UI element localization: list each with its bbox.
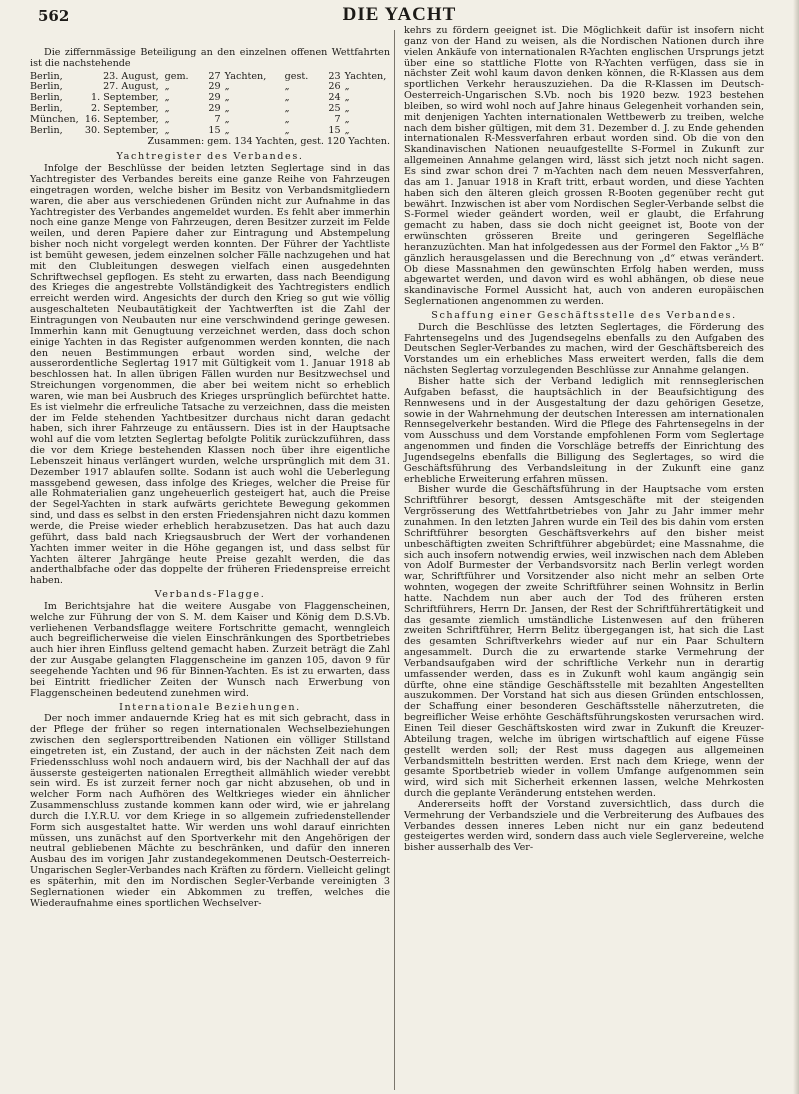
results-cell-g1: „ bbox=[164, 81, 170, 93]
results-cell-g1: „ bbox=[164, 113, 170, 125]
results-cell-city: Berlin, bbox=[30, 92, 63, 104]
results-cell-g2: „ bbox=[284, 81, 290, 93]
results-cell-date: 16. September, bbox=[84, 113, 159, 125]
results-cell-l2: Yachten, bbox=[344, 70, 387, 82]
results-cell-date: 30. September, bbox=[84, 124, 159, 136]
paragraph-geschaeftsstelle-2: Bisher hatte sich der Verband lediglich mit rennseglerischen Aufgaben befasst, die hauptsächlich in der Beaufsichtigung des Rennwesens und in der Ausgestaltung der dazu gehörigen Gesetze, sowie in der Wahrnehmung der deutschen Interessen am internationalen Rennsegelverkehr bestanden. Wird die Pflege des Fahrtensegelns in der vom Ausschuss und dem Vorstande empfohlenen Form vom Seglertage angenommen und finden die Vorschläge betreffs der Einrichtung des Jugendsegelns ebenfalls die Billigung des Seglertages, so wird die Geschäftsführung des Verbandsleitung in der Zukunft eine ganz erhebliche Erweiterung erfahren müssen. bbox=[404, 376, 764, 485]
column-rule bbox=[394, 30, 395, 1090]
results-cell-city: Berlin, bbox=[30, 124, 63, 136]
paragraph-yachtregister: Infolge der Beschlüsse der beiden letzten Seglertage sind in das Yachtregister des Verbandes bereits eine ganze Reihe von Fahrzeugen eingetragen worden, welche bisher im Besitz von Verbandsmitgliedern waren, die aber aus verschiedenen Gründen nicht zur Aufnahme in das Yachtregister des Verbandes angemeldet wurden. Es fehlt aber immerhin noch eine ganze Menge von Fahrzeugen, deren Besitzer zurzeit im Felde weilen, und deren Papiere daher zur Eintragung und Abstempelung bisher noch nicht vorgelegt werden konnten. Der Führer der Yachtliste ist bemüht gewesen, jedem einzelnen solcher Fälle nachzugehen und hat mit den Clubleitungen deswegen vielfach einen ausgedehnten Schriftwechsel gepflogen. Es steht zu erwarten, dass nach Beendigung des Krieges die angestrebte Vollständigkeit des Yachtregisters endlich erreicht werden wird. Angesichts der durch den Krieg so gut wie völlig ausgeschalteten Neubautätigkeit der Yachtwerften ist die Zahl der Eintragungen von Neubauten nur eine verschwindend geringe gewesen. Immerhin kann mit Genugtuung verzeichnet werden, dass doch schon einige Yachten in das Register aufgenommen werden konnten, die nach den neuen Bestimmungen erbaut worden sind, welche der ausserordentliche Seglertag 1917 mit Gültigkeit vom 1. Januar 1918 ab beschlossen hat. In allen übrigen Fällen wurden nur Besitzwechsel und Streichungen vorgenommen, die aber bei weitem nicht so erheblich waren, wie man bei Ausbruch des Krieges ursprünglich befürchtet hatte. Es ist vielmehr die erfreuliche Tatsache zu verzeichnen, dass die meisten der im Felde stehenden Yachtbesitzer durchaus nicht daran gedacht haben, sich ihrer Fahrzeuge zu entäussern. Dies ist in der Hauptsache wohl auf die vom letzten Seglertag befolgte Politik zurückzuführen, dass die vor dem Kriege bestehenden Klassen noch über ihre eigentliche Lebenszeit hinaus verlängert wurden, welche ursprünglich mit dem 31. Dezember 1917 ablaufen sollte. Sodann ist auch wohl die Ueberlegung massgebend gewesen, dass infolge des Krieges, welcher die Preise für alle Rohmaterialien ganz ungeheuerlich gesteigert hat, auch die Preise der Segel-Yachten in stark aufwärts gerichtete Bewegung gekommen sind, und dass es selbst in den ersten Friedensjahren nicht dazu kommen werde, die Preise wieder erheblich herabzusetzen. Das hat auch dazu geführt, dass bald nach Kriegsausbruch der Wert der vorhandenen Yachten immer weiter in die Höhe gegangen ist, und dass selbst für Yachten älterer Jahrgänge heute Preise gezahlt werden, die das anderthalbfache oder das doppelte der früheren Friedenspreise erreicht haben. bbox=[30, 163, 390, 587]
results-cell-city: München, bbox=[30, 113, 79, 125]
results-cell-l1: „ bbox=[224, 124, 230, 136]
results-cell-n1: 29 bbox=[208, 103, 221, 115]
results-cell-n2: 15 bbox=[328, 124, 341, 136]
results-cell-g2: „ bbox=[284, 92, 290, 104]
section-heading-verbandsflagge: Verbands-Flagge. bbox=[154, 589, 266, 601]
results-cell-g2: gest. bbox=[284, 70, 309, 82]
paragraph-internationale-beziehungen: Der noch immer andauernde Krieg hat es mit sich gebracht, dass in der Pflege der früher so regen internationalen Wechselbeziehungen zwischen den seglersporttreibenden Nationen ein völliger Stillstand eingetreten ist, ein Zustand, der auch in der nächsten Zeit nach dem Friedensschluss wohl noch andauern wird, bis der Nachhall der auf das äusserste gesteigerten nationalen Erregtheit allmählich wieder verebbt sein wird. Es ist zurzeit ferner noch gar nicht abzusehen, ob und in welcher Form nach Aufhören des Weltkrieges wieder ein ähnlicher Zusammenschluss zustande kommen kann oder wird, wie er jahrelang durch die I.Y.R.U. vor dem Kriege in so allgemein zufriedenstellender Form sich ausgestaltet hatte. Wir werden uns wohl darauf einrichten müssen, uns zunächst auf den Sportverkehr mit den Angehörigen der neutral gebliebenen Mächte zu beschränken, und dafür den inneren Ausbau des im vorigen Jahr zustandegekommenen Deutsch-Oesterreich-Ungarischen Segler-Verbandes nach Kräften zu fördern. Vielleicht gelingt es späterhin, mit den im Nordischen Segler-Verbande vereinigten 3 Seglernationen wieder ein Abkommen zu treffen, welches die Wiederaufnahme eines sportlichen Wechselver- bbox=[30, 713, 390, 909]
results-cell-n1: 29 bbox=[208, 92, 221, 104]
results-cell-g1: „ bbox=[164, 103, 170, 115]
paragraph-verbandsflagge: Im Berichtsjahre hat die weitere Ausgabe von Flaggenscheinen, welche zur Führung der von S. M. dem Kaiser und König dem D.S.Vb. verliehenen Verbandsflagge weitere Fortschritte gemacht, wenngleich auch begreiflicherweise die vielen Einschränkungen des Sportbetriebes auch hier ihren Einfluss geltend gemacht haben. Zurzeit beträgt die Zahl der zur Ausgabe gelangten Flaggenscheine im ganzen 105, davon 9 für seegehende Yachten und 96 für Binnen-Yachten. Es ist zu erwarten, dass bei Eintritt friedlicher Zeiten der Wunsch nach Erwerbung von Flaggenscheinen bedeutend zunehmen wird. bbox=[30, 600, 390, 699]
paragraph-geschaeftsstelle-1: Durch die Beschlüsse des letzten Seglertages, die Förderung des Fahrtensegelns und des Jugendsegelns ebenfalls zu den Aufgaben des Deutschen Segler-Verbandes zu machen, wird der Geschäftsbereich des Vorstandes um ein erhebliches Mass erweitert werden, falls die dem nächsten Seglertag vorzulegenden Beschlüsse zur Annahme gelangen. bbox=[404, 321, 764, 377]
results-cell-l2: „ bbox=[344, 92, 350, 104]
results-cell-n2: 7 bbox=[334, 113, 341, 125]
section-heading-internationale-beziehungen: Internationale Beziehungen. bbox=[119, 701, 301, 713]
results-cell-l2: „ bbox=[344, 124, 350, 136]
results-cell-l1: „ bbox=[224, 113, 230, 125]
results-cell-n2: 25 bbox=[328, 103, 341, 115]
page-number: 562 bbox=[38, 7, 70, 25]
results-cell-n2: 23 bbox=[328, 70, 341, 82]
results-cell-date: 27. August, bbox=[103, 81, 159, 93]
paragraph-geschaeftsstelle-3: Bisher wurde die Geschäftsführung in der Hauptsache vom ersten Schriftführer besorgt, dessen Amtsgeschäfte mit der steigenden Vergrösserung des Wettfahrtbetriebes von Jahr zu Jahr immer mehr zunahmen. In den letzten Jahren wurde ein Teil des bis dahin vom ersten Schriftführer besorgten Geschäftsverkehrs auf den bisher meist unbeschäftigten zweiten Schriftführer abgebürdet; eine Massnahme, die sich auch insofern notwendig erwies, weil inzwischen nach dem Ableben von Adolf Burmester der Verbandsvorsitz nach Berlin verlegt worden war, Schriftführer und Vorsitzender also nicht mehr an selben Orte wohnten, wogegen der zweite Schriftführer seinen Wohnsitz in Berlin hatte. Nachdem nun aber auch der Tod des früheren ersten Schriftführers, Herrn Dr. Jansen, der Rest der Schriftführertätigkeit und das gesamte ziemlich umständliche Listenwesen auf den früheren zweiten Schriftführer, Herrn Belitz übergegangen ist, hat sich die Last des gesamten Schriftverkehrs wieder auf nur ein Paar Schultern angesammelt. Durch die zu erwartende starke Vermehrung der Verbandsaufgaben wird der schriftliche Verkehr nun in derartig umfassender werden, dass es in Zukunft wohl kaum angängig sein dürfte, ohne eine ständige Geschäftsstelle mit bezahlten Angestellten auszukommen. Der Vorstand hat sich aus diesen Gründen entschlossen, der Schaffung einer besonderen Geschäftsstelle näherzutreten, die begreiflicher Weise erhöhte Geschäftsführungskosten verursachen wird. Einen Teil dieser Geschäftskosten wird zwar in Zukunft die Kreuzer-Abteilung tragen, welche im übrigen wirtschaftlich auf eigene Füsse gestellt werden soll; der Rest muss dagegen aus allgemeinen Verbandsmitteln bestritten werden. Erst nach dem Kriege, wenn der gesamte Sportbetrieb wieder in vollem Umfange aufgenommen sein wird, wird sich mit Sicherheit erkennen lassen, welche Mehrkosten durch die geplante Veränderung entstehen werden. bbox=[404, 484, 764, 800]
results-cell-city: Berlin, bbox=[30, 70, 63, 82]
results-cell-l2: „ bbox=[344, 81, 350, 93]
results-cell-l2: „ bbox=[344, 103, 350, 115]
results-cell-l1: „ bbox=[224, 81, 230, 93]
results-cell-l1: „ bbox=[224, 92, 230, 104]
results-table bbox=[30, 72, 390, 137]
results-cell-g2: „ bbox=[284, 113, 290, 125]
results-cell-date: 23. August, bbox=[103, 70, 159, 82]
running-title: DIE YACHT bbox=[342, 4, 457, 25]
results-cell-g2: „ bbox=[284, 103, 290, 115]
section-heading-geschaeftsstelle: Schaffung einer Geschäftsstelle des Verbandes. bbox=[431, 309, 737, 321]
results-row bbox=[30, 126, 390, 137]
results-cell-g1: „ bbox=[164, 124, 170, 136]
results-cell-n1: 15 bbox=[208, 124, 221, 136]
results-cell-l1: „ bbox=[224, 103, 230, 115]
results-cell-l2: „ bbox=[344, 113, 350, 125]
results-cell-city: Berlin, bbox=[30, 81, 63, 93]
paragraph-geschaeftsstelle-4: Andererseits hofft der Vorstand zuversichtlich, dass durch die Vermehrung der Verbandsziele und die Verbreiterung des Aufbaues des Verbandes dessen inneres Leben nicht nur ein ganz bedeutend gesteigertes werden wird, sondern dass auch viele Seglervereine, welche bisher ausserhalb des Ver- bbox=[404, 798, 764, 854]
results-cell-g1: „ bbox=[164, 92, 170, 104]
results-cell-g1: gem. bbox=[164, 70, 189, 82]
paragraph-continuation: kehrs zu fördern geeignet ist. Die Möglichkeit dafür ist insofern nicht ganz von der Hand zu weisen, als die Nordischen Nationen durch ihre vielen Ankäufe von internationalen R-Yachten englischen Ursprungs jetzt über eine so stattliche Flotte von R-Yachten verfügen, dass sie in nächster Zeit wohl kaum davon denken können, die R-Klassen aus dem sportlichen Verkehr herauszuziehen. Da die R-Klassen im Deutsch-Oesterreich-Ungarischen S.Vb. noch bis 1920 bezw. 1923 bestehen bleiben, so wird wohl noch auf Jahre hinaus Gelegenheit vorhanden sein, mit denjenigen Yachten internationalen Wettbewerb zu treiben, welche nach dem bisher gültigen, mit dem 31. Dezember d. J. zu Ende gehenden internationalen R-Messverfahren erbaut worden sind. Ob die von den Skandinavischen Nationen neuaufgestellte S-Formel in Zukunft zur allgemeinen Annahme gelangen wird, lässt sich jetzt noch nicht sagen. Es sind zwar schon drei 7 m-Yachten nach dem neuen Messverfahren, das am 1. Januar 1918 in Kraft tritt, erbaut worden, und diese Yachten haben sich den älteren gleich grossen R-Booten gegenüber recht gut bewährt. Inzwischen ist aber vom Nordischen Segler-Verbande selbst die S-Formel wieder geändert worden, weil er glaubt, die Erfahrung gemacht zu haben, dass sie doch nicht geeignet ist, Boote von der erwünschten grösseren Breite und geringeren Segelfläche heranzuzüchten. Man hat infolgedessen aus der Formel den Faktor „⅓ B“ gänzlich herausgelassen und die Berechnung von „d“ etwas verändert. Ob diese Massnahmen den gewünschten Erfolg haben werden, muss abgewartet werden, und davon wird es wohl abhängen, ob diese neue skandinavische Formel Aussicht hat, auch von anderen europäischen Seglernationen angenommen zu werden. bbox=[404, 25, 764, 308]
results-cell-n2: 26 bbox=[328, 81, 341, 93]
left-column bbox=[30, 48, 390, 910]
page-edge-shadow bbox=[793, 0, 799, 1094]
results-cell-city: Berlin, bbox=[30, 103, 63, 115]
results-cell-l1: Yachten, bbox=[224, 70, 267, 82]
results-cell-n1: 7 bbox=[214, 113, 221, 125]
results-total: Zusammen: gem. 134 Yachten, gest. 120 Yachten. bbox=[147, 136, 390, 148]
section-heading-yachtregister: Yachtregister des Verbandes. bbox=[116, 151, 304, 163]
results-cell-date: 1. September, bbox=[91, 92, 159, 104]
results-intro: Die ziffernmässige Beteiligung an den einzelnen offenen Wettfahrten ist die nachstehende bbox=[30, 47, 390, 69]
results-cell-g2: „ bbox=[284, 124, 290, 136]
results-cell-n2: 24 bbox=[328, 92, 341, 104]
results-cell-n1: 27 bbox=[208, 70, 221, 82]
results-cell-date: 2. September, bbox=[91, 103, 159, 115]
results-cell-n1: 29 bbox=[208, 81, 221, 93]
right-column bbox=[404, 26, 764, 854]
